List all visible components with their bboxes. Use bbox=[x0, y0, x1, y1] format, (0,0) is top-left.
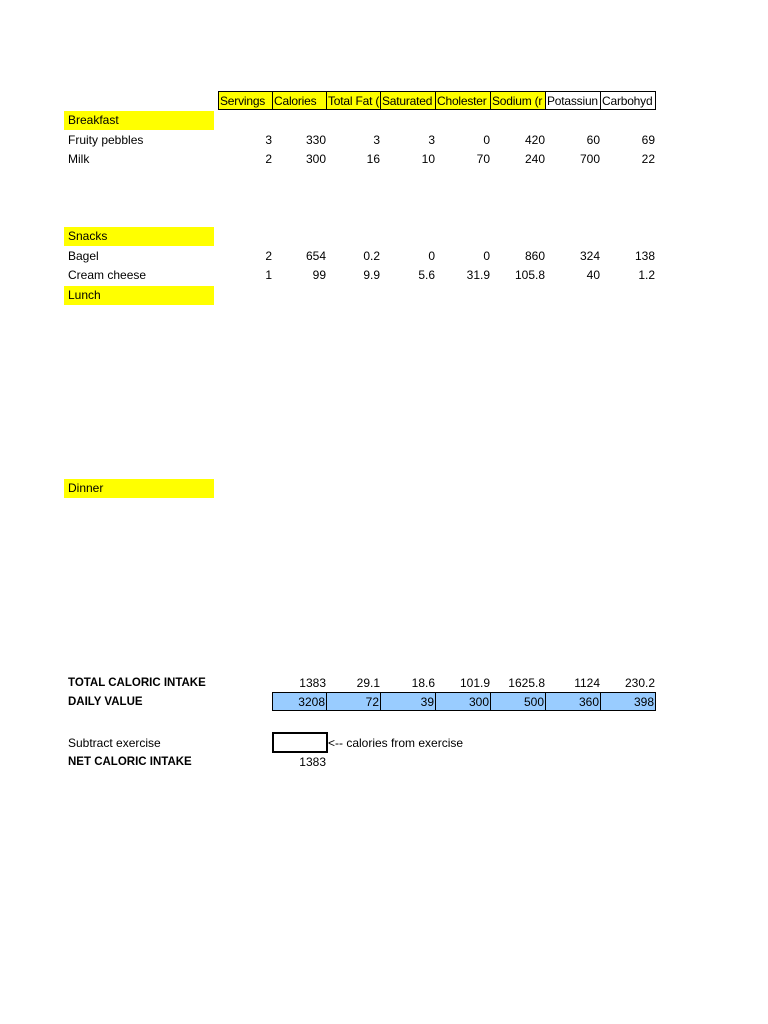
exercise-note: <-- calories from exercise bbox=[328, 736, 464, 750]
total-cholesterol[interactable]: 101.9 bbox=[459, 676, 490, 690]
total-fat-cell[interactable]: 16 bbox=[366, 152, 380, 166]
food-name[interactable]: Bagel bbox=[68, 249, 99, 263]
servings-cell[interactable]: 3 bbox=[265, 133, 272, 147]
daily-value-potassium[interactable]: 360 bbox=[545, 692, 601, 711]
net-caloric-intake-value[interactable]: 1383 bbox=[299, 755, 326, 769]
potassium-cell[interactable]: 40 bbox=[586, 268, 600, 282]
cholesterol-cell[interactable]: 0 bbox=[483, 133, 490, 147]
total-sodium[interactable]: 1625.8 bbox=[508, 676, 545, 690]
header-sodium[interactable]: Sodium (r bbox=[490, 91, 546, 110]
section-breakfast[interactable]: Breakfast bbox=[64, 111, 214, 130]
daily-value-calories[interactable]: 3208 bbox=[272, 692, 327, 711]
saturated-cell[interactable]: 3 bbox=[428, 133, 435, 147]
sodium-cell[interactable]: 420 bbox=[524, 133, 545, 147]
calories-cell[interactable]: 99 bbox=[312, 268, 326, 282]
header-total-fat[interactable]: Total Fat ( bbox=[326, 91, 381, 110]
carbohydrate-cell[interactable]: 22 bbox=[641, 152, 655, 166]
total-fat-cell[interactable]: 3 bbox=[373, 133, 380, 147]
subtract-exercise-label: Subtract exercise bbox=[68, 736, 161, 750]
header-carbohydrate[interactable]: Carbohyd bbox=[600, 91, 656, 110]
total-fat-cell[interactable]: 0.2 bbox=[363, 249, 380, 263]
header-calories[interactable]: Calories bbox=[272, 91, 327, 110]
cholesterol-cell[interactable]: 70 bbox=[476, 152, 490, 166]
carbohydrate-cell[interactable]: 1.2 bbox=[638, 268, 655, 282]
servings-cell[interactable]: 2 bbox=[265, 249, 272, 263]
net-caloric-intake-label: NET CALORIC INTAKE bbox=[68, 756, 192, 768]
daily-value-sodium[interactable]: 500 bbox=[490, 692, 546, 711]
header-servings[interactable]: Servings bbox=[218, 91, 273, 110]
sodium-cell[interactable]: 240 bbox=[524, 152, 545, 166]
total-calories[interactable]: 1383 bbox=[299, 676, 326, 690]
total-fat[interactable]: 29.1 bbox=[356, 676, 380, 690]
calories-cell[interactable]: 654 bbox=[305, 249, 326, 263]
daily-value-label: DAILY VALUE bbox=[68, 696, 143, 708]
total-fat-cell[interactable]: 9.9 bbox=[363, 268, 380, 282]
total-caloric-intake-label: TOTAL CALORIC INTAKE bbox=[68, 677, 206, 689]
header-cholesterol[interactable]: Cholester bbox=[435, 91, 491, 110]
food-name[interactable]: Milk bbox=[68, 152, 90, 166]
sodium-cell[interactable]: 860 bbox=[524, 249, 545, 263]
sodium-cell[interactable]: 105.8 bbox=[514, 268, 545, 282]
daily-value-saturated[interactable]: 39 bbox=[380, 692, 436, 711]
daily-value-cholesterol[interactable]: 300 bbox=[435, 692, 491, 711]
cholesterol-cell[interactable]: 0 bbox=[483, 249, 490, 263]
potassium-cell[interactable]: 324 bbox=[579, 249, 600, 263]
saturated-cell[interactable]: 5.6 bbox=[418, 268, 435, 282]
calories-cell[interactable]: 300 bbox=[305, 152, 326, 166]
daily-value-fat[interactable]: 72 bbox=[326, 692, 381, 711]
potassium-cell[interactable]: 60 bbox=[586, 133, 600, 147]
food-name[interactable]: Cream cheese bbox=[68, 268, 147, 282]
exercise-calories-input[interactable] bbox=[272, 732, 328, 753]
header-saturated[interactable]: Saturated bbox=[380, 91, 436, 110]
carbohydrate-cell[interactable]: 69 bbox=[641, 133, 655, 147]
carbohydrate-cell[interactable]: 138 bbox=[634, 249, 655, 263]
servings-cell[interactable]: 2 bbox=[265, 152, 272, 166]
calories-cell[interactable]: 330 bbox=[305, 133, 326, 147]
saturated-cell[interactable]: 10 bbox=[421, 152, 435, 166]
saturated-cell[interactable]: 0 bbox=[428, 249, 435, 263]
section-dinner[interactable]: Dinner bbox=[64, 479, 214, 498]
total-saturated[interactable]: 18.6 bbox=[411, 676, 435, 690]
food-name[interactable]: Fruity pebbles bbox=[68, 133, 144, 147]
total-carbohydrate[interactable]: 230.2 bbox=[624, 676, 655, 690]
header-potassium[interactable]: Potassiun bbox=[545, 91, 601, 110]
potassium-cell[interactable]: 700 bbox=[579, 152, 600, 166]
section-snacks[interactable]: Snacks bbox=[64, 227, 214, 246]
daily-value-carbohydrate[interactable]: 398 bbox=[600, 692, 656, 711]
servings-cell[interactable]: 1 bbox=[265, 268, 272, 282]
section-lunch[interactable]: Lunch bbox=[64, 286, 214, 305]
total-potassium[interactable]: 1124 bbox=[574, 676, 600, 690]
cholesterol-cell[interactable]: 31.9 bbox=[466, 268, 490, 282]
